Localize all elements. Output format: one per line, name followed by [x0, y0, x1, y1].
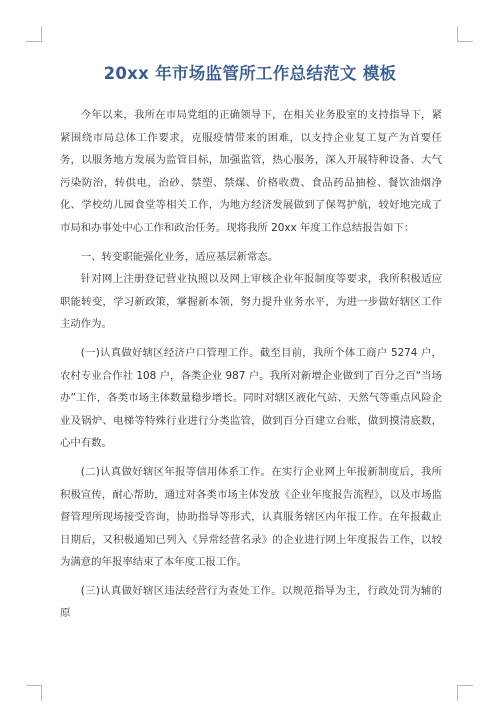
crop-mark-bottom-left: [26, 685, 42, 686]
paragraph-intro: 今年以来，我所在市局党组的正确领导下，在相关业务股室的支持指导下，紧紧围绕市局总体工作要求，克服疫情带来的困难，以支持企业复工复产为首要任务，以服务地方发展为监管目标，加强监管，热心服务，深入开展特种设备、大气污染防治，转供电，治砂、禁塑、禁煤、价格收费、食品药品抽检、餐饮油烟净化、学校幼儿园食堂等相关工作，为地方经济发展做到了保驾护航，较好地完成了市局和办事处中心工作和政治任务。现将我所 20xx 年度工作总结报告如下：: [60, 109, 442, 234]
crop-mark-top-left: [26, 41, 42, 42]
crop-mark-top-right: [457, 26, 458, 42]
crop-mark-bottom-left: [41, 685, 42, 701]
paragraph: (二)认真做好辖区年报等信用体系工作。在实行企业网上年报新制度后，我所积极宣传，耐心帮助，通过对各类市场主体发放《企业年度报告流程》，以及市场监督管理所现场接受咨询，协助指导等形式，认真服务辖区内年报工作。在年报截止日期后，又积极通知已列入《异常经营名录》的企业进行网上年度报告工作，以较为满意的年报率结束了本年度工报工作。: [60, 465, 442, 569]
crop-mark-top-left: [41, 26, 42, 42]
crop-mark-bottom-right: [457, 685, 458, 701]
crop-mark-top-right: [457, 41, 473, 42]
paragraph: (三)认真做好辖区违法经营行为查处工作。以规范指导为主，行政处罚为辅的原: [60, 584, 442, 620]
section-heading: 一、转变职能强化业务，适应基层新常态。: [80, 250, 279, 263]
document-body: [60, 104, 442, 625]
document-title: 20xx 年市场监管所工作总结范文 模板: [103, 64, 397, 83]
paragraph: 针对网上注册登记营业执照以及网上审核企业年报制度等要求，我所积极适应职能转变，学习新政策，掌握新本领，努力提升业务水平，为进一步做好辖区工作主动作为。: [60, 273, 442, 331]
crop-mark-bottom-right: [457, 685, 473, 686]
paragraph: (一)认真做好辖区经济户口管理工作。截至目前，我所个体工商户 5274 户，农村专业合作社 108 户，各类企业 987 户。我所对新增企业做到了百分之百“当场办”工作，各类市场主体数量稳步增长。同时对辖区液化气站、天然气等重点风险企业及锅炉、电梯等特殊行业进行分类监管，做到百分百建立台账，做到摸清底数，心中有数。: [60, 346, 442, 450]
